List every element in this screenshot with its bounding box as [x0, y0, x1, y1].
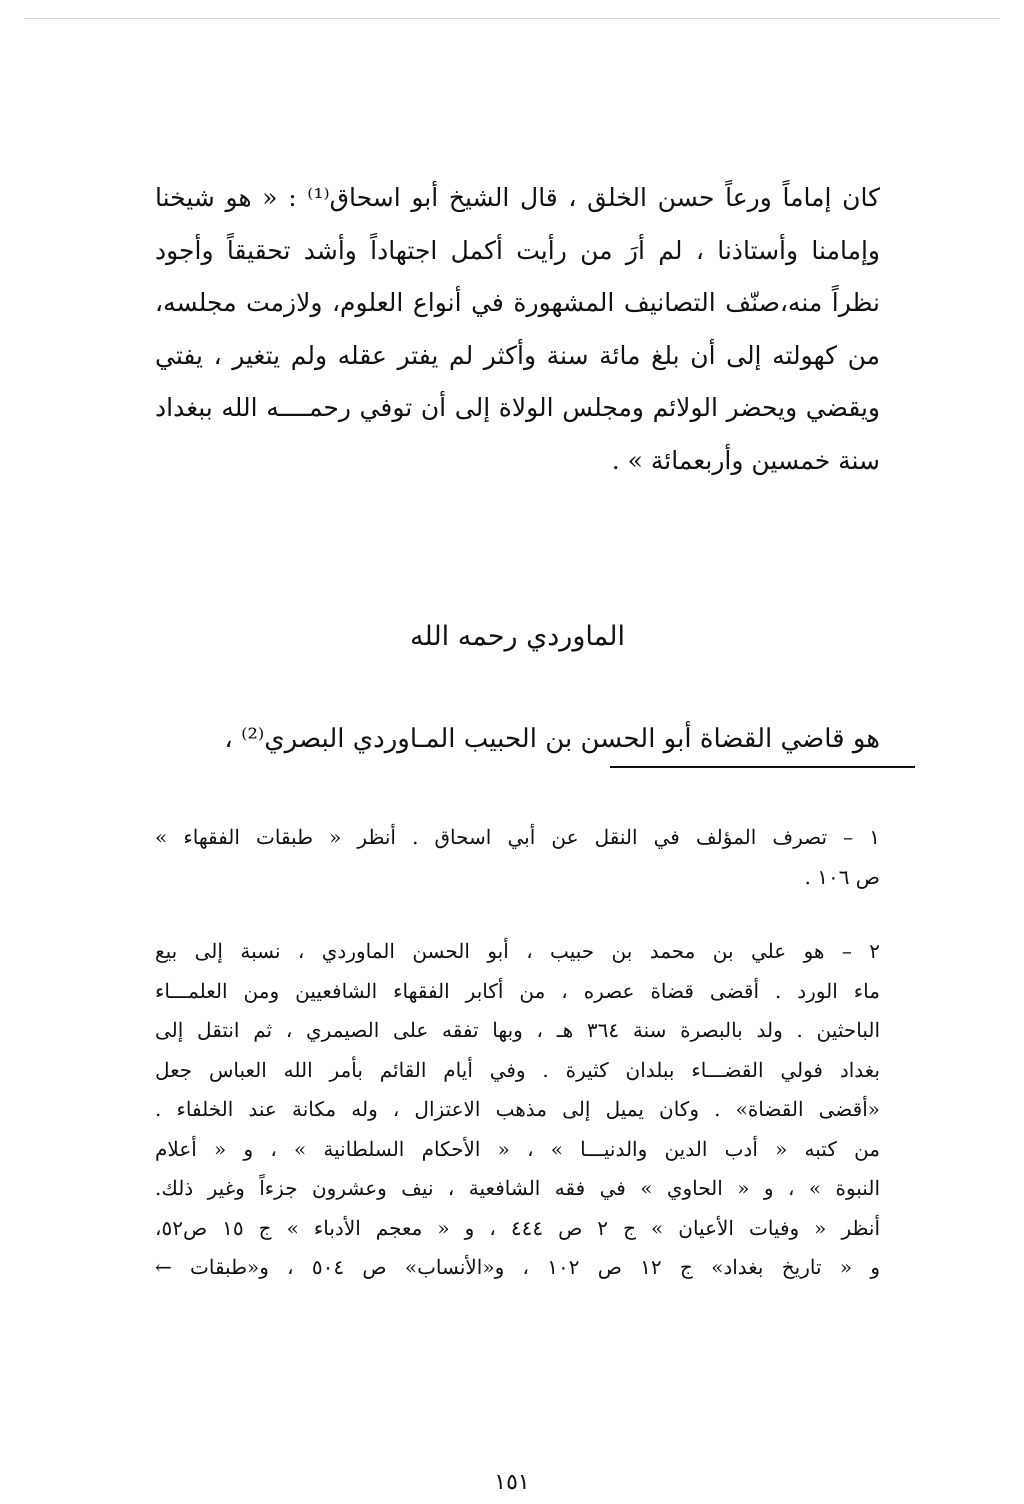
section-intro: [180, 714, 880, 764]
main-paragraph: [155, 172, 880, 487]
footnote-line: «أقضى القضاة» . وكان يميل إلى مذهب الاعتزال ، وله مكانة عند الخلفاء .: [155, 1097, 880, 1121]
footnote-1: [155, 818, 880, 897]
paragraph-line: ويقضي ويحضر الولائم ومجلس الولاة إلى أن توفي رحمــــه الله ببغداد: [155, 393, 880, 422]
section-heading: الماوردي رحمه الله: [410, 621, 625, 652]
footnote-line: ص ١٠٦ .: [804, 864, 880, 889]
paragraph-line: وإمامنا وأستاذنا ، لم أرَ من رأيت أكمل اجتهاداً وأشد تحقيقاً وأجود: [155, 235, 880, 265]
paragraph-line: كان إماماً ورعاً حسن الخلق ، قال الشيخ أبو اسحاق⁽¹⁾ : « هو شيخنا: [155, 183, 880, 212]
footnote-line: ١ – تصرف المؤلف في النقل عن أبي اسحاق . أنظر « طبقات الفقهاء »: [155, 825, 880, 849]
footnote-line: و « تاريخ بغداد» ج ١٢ ص ١٠٢ ، و«الأنساب» ص ٥٠٤ ، و«طبقات ←: [155, 1255, 880, 1279]
paragraph-line: سنة خمسين وأربعمائة » .: [611, 445, 880, 475]
intro-line: هو قاضي القضاة أبو الحسن بن الحبيب المـاوردي البصري⁽²⁾ ،: [224, 724, 880, 754]
footnote-line: ماء الورد . أقضى قضاة عصره ، من أكابر الفقهاء الشافعيين ومن العلمـــاء: [155, 978, 880, 1003]
footnote-line: أنظر « وفيات الأعيان » ج ٢ ص ٤٤٤ ، و « معجم الأدباء » ج ١٥ ص٥٢،: [155, 1215, 880, 1240]
page-number: ١٥١: [494, 1470, 530, 1495]
footnote-line: بغداد فولي القضـــاء ببلدان كثيرة . وفي أيام القائم بأمر الله العباس جعل: [155, 1057, 880, 1082]
footnote-2: [155, 932, 880, 1288]
footnote-line: ٢ – هو علي بن محمد بن حبيب ، أبو الحسن الماوردي ، نسبة إلى بيع: [155, 939, 880, 963]
footnote-line: من كتبه « أدب الدين والدنيـــا » ، « الأحكام السلطانية » ، و « أعلام: [155, 1136, 880, 1161]
top-divider: [24, 18, 1000, 19]
paragraph-line: من كهولته إلى أن بلغ مائة سنة وأكثر لم يفتر عقله ولم يتغير ، يفتي: [155, 340, 880, 370]
footnote-line: الباحثين . ولد بالبصرة سنة ٣٦٤ هـ ، وبها تفقه على الصيمري ، ثم انتقل إلى: [155, 1018, 880, 1042]
footnote-line: النبوة » ، و « الحاوي » في فقه الشافعية ، نيف وعشرون جزءاً وغير ذلك.: [155, 1176, 880, 1200]
footnote-separator: [610, 766, 915, 768]
paragraph-line: نظراً منه،صنّف التصانيف المشهورة في أنواع العلوم، ولازمت مجلسه،: [155, 288, 880, 317]
